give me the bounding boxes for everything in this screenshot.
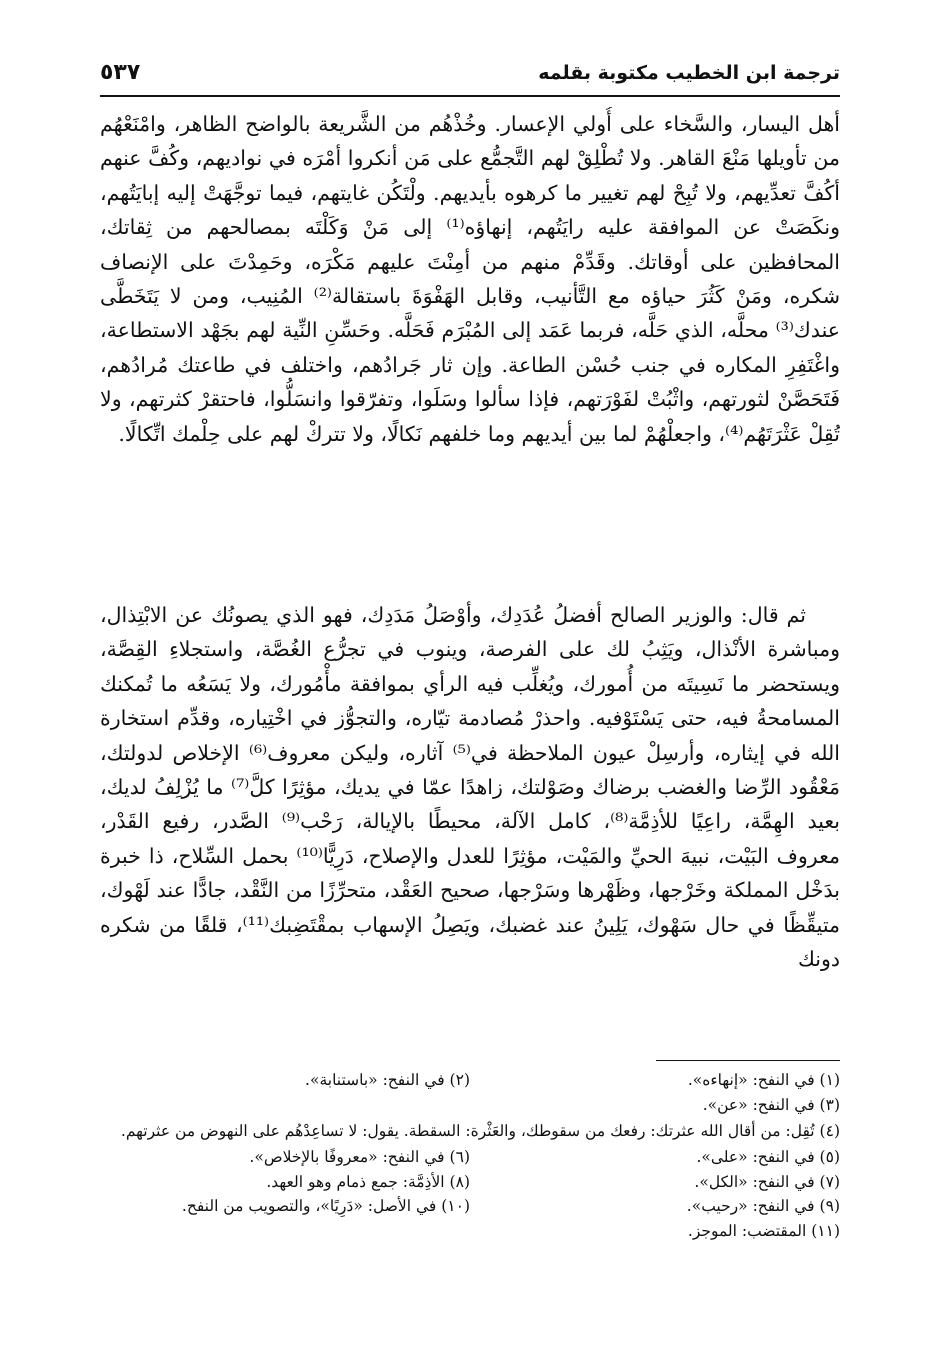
- body-paragraph-1: أهل اليسار، والسَّخاء على أُولي الإعسار. وخُذْهُم من الشَّريعة بالواضح الظاهر، وامْنَعْهُم من تأويلها مَنْعَ القاهر. ولا تُطْلِقْ لهم التَّجمُّع على مَن أنكروا أمْرَه في نواديهم، وكُفَّ عنهم أكُفَّ تعدِّيهم، ولا تُبِحْ لهم تغيير ما كرهوه بأيديهم. ولْتَكُن غايتهم، فيما توجَّهَتْ إليه إبايَتُهم، ونكَصَتْ عن الموافقة عليه رايَتُهم، إنهاؤه⁽¹⁾ إلى مَنْ وَكَلْتَه بمصالحهم من ثِقاتك، المحافظين على أوقاتك. وقَدِّمْ منهم من أمِنْتَ عليهم مَكْرَه، وحَمِدْتَ على الإنصاف شكره، ومَنْ كَثُرَ حياؤه مع التَّأنيب، وقابل الهَفْوَةَ باستقالة⁽²⁾ المُنِيب، ومن لا يَتَخَطَّى عندك⁽³⁾ محلَّه، الذي حَلَّه، فربما عَمَد إلى المُبْرَم فَحَلَّه. وحَسِّنِ النِّية لهم بجَهْد الاستطاعة، واغْتَفِرِ المكاره في جنب حُسْن الطاعة. وإن ثار جَرادُهم، واختلف في طاعتك مُرادُهم، فَتَحَصَّنْ لثورتهم، واثْبُتْ لفَوْرَتهم، فإذا سألوا وسَلَوا، وتفرّقوا وانسَلُّوا، فاحتقرْ كثرتهم، ولا تُقِلْ عَثْرَتَهُم⁽⁴⁾، واجعلْهُمْ لما بين أيديهم وما خلفهم نَكالًا، ولا تتركْ لهم على حِلْمك اتِّكالًا.: [100, 112, 840, 446]
- running-title: ترجمة ابن الخطيب مكتوبة بقلمه: [538, 62, 840, 84]
- footnote-2: [305, 1068, 470, 1093]
- page-header: [100, 60, 840, 94]
- footnote-text: في النفح: «باستنابة».: [305, 1071, 445, 1089]
- footnote-rule: [656, 1060, 840, 1061]
- footnote-text: في النفح: «عن».: [702, 1095, 815, 1114]
- body-paragraph-2-text: ثم قال: والوزير الصالح أفضلُ عُدَدِك، وأوْصَلُ مَدَدِك، فهو الذي يصونُك عن الابْتِذال، ومباشرة الأنْذال، ويَثِبُ لك على الفرصة، وينوب في تجرُّع الغُصَّة، واستجلاءِ القِصَّة، ويستحضر ما نَسِيتَه من أُمورك، ويُغلِّب فيه الرأي بموافقة مأْمُورك، ولا يَسَعُه ما تُمكنك المسامحةُ فيه، حتى يَسْتَوْفيه. واحذرْ مُصادمة تيّاره، والتجوُّز في اخْتِياره، وقدِّم استخارة الله في إيثاره، وأرسِلْ عيون الملاحظة في⁽⁵⁾ آثاره، وليكن معروف⁽⁶⁾ الإخلاص لدولتك، مَعْقُود الرِّضا والغضب برضاك وصَوْلتك، زاهدًا عمّا في يديك، مؤثِرًا كلَّ⁽⁷⁾ ما يُزْلِفُ لديك، بعيد الهِمَّة، راعِيًا للأذِمَّة⁽⁸⁾، كامل الآلة، محيطًا بالإيالة، رَحْب⁽⁹⁾ الصَّدر، رفيع القَدْر، معروف البَيْت، نبيهَ الحيِّ والمَيْت، مؤثِرًا للعدل والإصلاح، دَرِيًّا⁽¹⁰⁾ بحمل السِّلاح، ذا خبرة بدَخْل المملكة وخَرْجها، وظَهْرها وسَرْجها، صحيح العَقْد، متحرِّزًا من النَّقْد، جادًّا عند لَهْوك، متيقِّظًا في حال سَهْوك، يَلِينُ عند غضبك، ويَصِلُ الإسهاب بمقْتَضِبك⁽¹¹⁾، قلقًا من شكره دونك: [100, 603, 840, 972]
- footnote-text: في النفح: «رحيب».: [686, 1197, 815, 1215]
- footnote-row: [100, 1068, 840, 1093]
- footnote-number: (٢): [449, 1071, 470, 1089]
- footnote-3: [703, 1093, 840, 1118]
- footnote-number: (٣): [819, 1095, 840, 1114]
- footnote-number: (٤): [819, 1122, 840, 1140]
- header-rule: [100, 95, 840, 97]
- footnote-text: في النفح: «معروفًا بالإخلاص».: [249, 1148, 445, 1166]
- footnote-number: (٧): [819, 1172, 840, 1191]
- footnote-number: (٨): [449, 1172, 470, 1191]
- footnote-row: [100, 1194, 840, 1219]
- footnote-text: في الأصل: «دَرِيًا»، والتصويب من النفح.: [181, 1197, 437, 1215]
- footnote-4: [100, 1117, 840, 1145]
- footnote-text: في النفح: «على».: [696, 1148, 815, 1166]
- footnote-number: (٩): [819, 1197, 840, 1215]
- footnote-row: [100, 1093, 840, 1118]
- footnote-11: [688, 1219, 840, 1244]
- body-paragraph-2: [100, 598, 840, 1048]
- footnote-row: [100, 1145, 840, 1170]
- page-number: ٥٣٧: [100, 60, 141, 85]
- footnotes: [100, 1068, 840, 1328]
- footnote-6: [249, 1145, 470, 1170]
- footnote-text: تُقِل: من أقال الله عثرتك: رفعك من سقوطك، والعَثْرة: السقطة. يقول: لا تساعِدْهُم على النهوض من عثرتهم.: [120, 1122, 815, 1140]
- footnote-number: (٦): [449, 1148, 470, 1166]
- footnote-10: [182, 1194, 470, 1219]
- footnote-text: الأذِمَّة: جمع ذمام وهو العهد.: [266, 1172, 445, 1191]
- footnote-5: [696, 1145, 840, 1170]
- footnote-text: المقتضب: الموجز.: [687, 1221, 807, 1240]
- footnote-text: في النفح: «الكل».: [694, 1172, 815, 1191]
- footnote-number: (١٠): [441, 1197, 470, 1215]
- footnote-row: [100, 1219, 840, 1244]
- footnote-number: (٥): [819, 1148, 840, 1166]
- footnote-7: [694, 1170, 840, 1195]
- footnote-8: [266, 1170, 470, 1195]
- footnote-number: (١١): [811, 1221, 840, 1240]
- footnote-row: [100, 1170, 840, 1195]
- footnote-text: في النفح: «إنهاءه».: [687, 1071, 815, 1089]
- footnote-1: [688, 1068, 840, 1093]
- footnote-9: [687, 1194, 840, 1219]
- footnote-number: (١): [819, 1071, 840, 1089]
